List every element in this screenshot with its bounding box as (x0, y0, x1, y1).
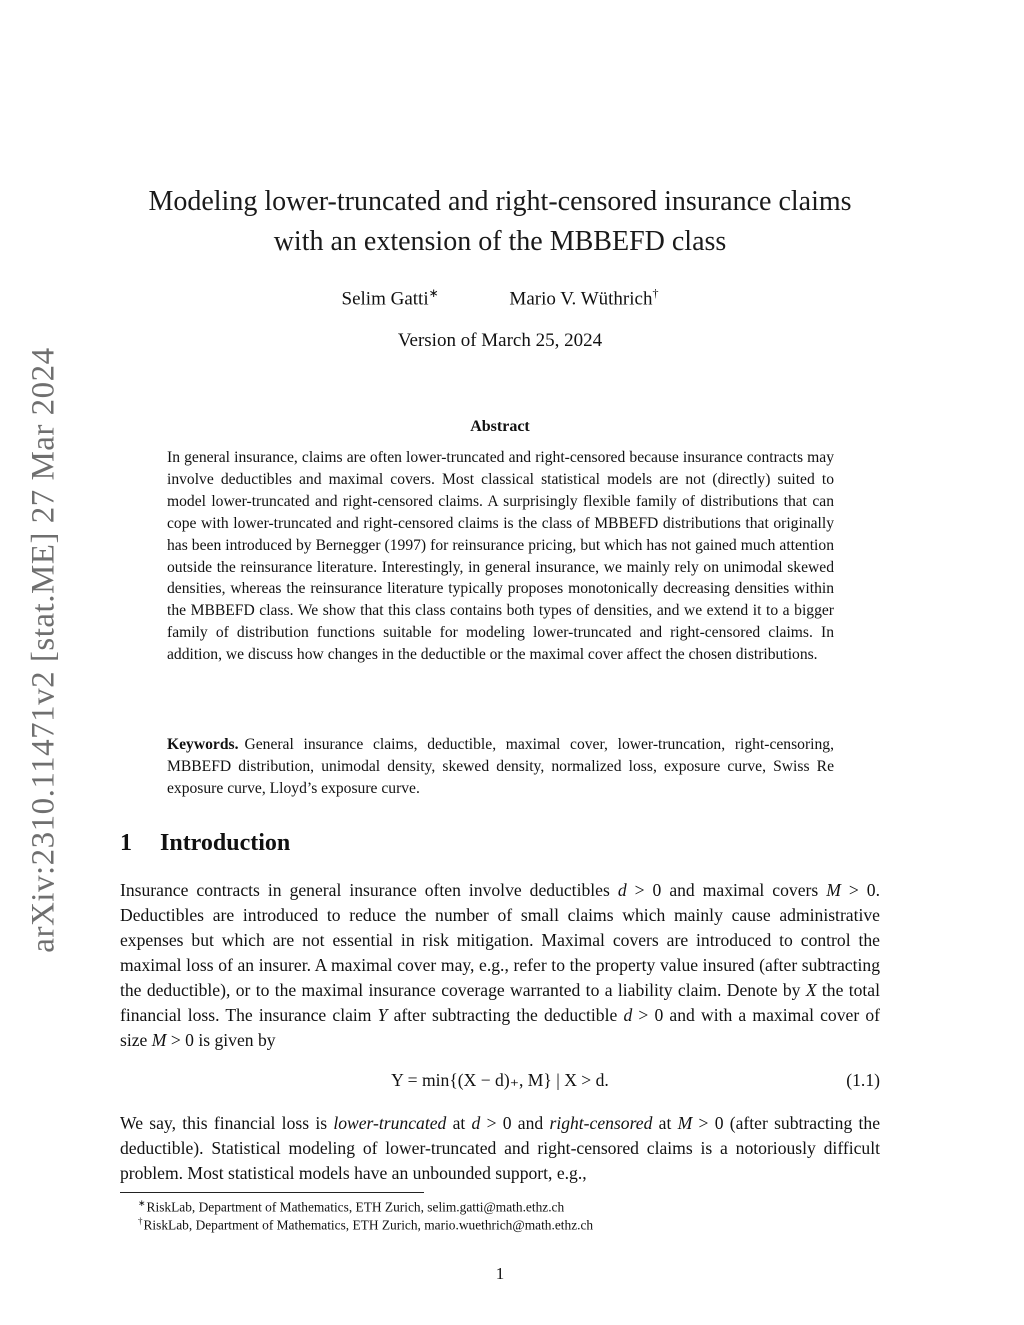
footnote-1: ∗RiskLab, Department of Mathematics, ETH Zurich, selim.gatti@math.ethz.ch (138, 1198, 565, 1215)
section-number: 1 (120, 830, 132, 856)
introduction-paragraph-2: We say, this financial loss is lower-truncated at d > 0 and right-censored at M > 0 (after subtracting the deductible). Statistical modeling of lower-truncated and right-censored claims is a notoriously difficult problem. Most statistical models have an unbounded support, e.g., (120, 1113, 880, 1183)
keywords-label: Keywords. (167, 736, 239, 753)
keywords (167, 734, 834, 800)
author-1-footnote-mark[interactable]: ∗ (428, 286, 439, 300)
version-date: Version of March 25, 2024 (397, 330, 603, 351)
arxiv-identifier[interactable]: arXiv:2310.11471v2 [stat.ME] 27 Mar 2024 (25, 347, 62, 953)
author-2-footnote-mark[interactable]: † (652, 286, 659, 300)
keywords-text: General insurance claims, deductible, maximal cover, lower-truncation, right-censoring, MBBEFD distribution, unimodal density, skewed density, normalized loss, exposure curve, Swiss Re exposure curve, Lloyd’s exposure curve. (167, 736, 834, 797)
title-line-1: Modeling lower-truncated and right-censored insurance claims (148, 186, 852, 217)
page-number: 1 (495, 1264, 505, 1283)
title-line-2: with an extension of the MBBEFD class (273, 226, 727, 257)
footnote-divider (120, 1192, 424, 1193)
paper-title (120, 182, 880, 262)
abstract-heading: Abstract (470, 418, 530, 435)
section-title: Introduction (160, 830, 291, 856)
equation-number: (1.1) (846, 1070, 880, 1090)
footnote-2: †RiskLab, Department of Mathematics, ETH Zurich, mario.wuethrich@math.ethz.ch (138, 1216, 594, 1233)
author-1: Selim Gatti∗ (341, 286, 439, 310)
section-heading (120, 830, 290, 857)
equation-1-1 (120, 1070, 880, 1091)
author-2: Mario V. Wüthrich† (509, 286, 659, 310)
author-list (120, 286, 880, 310)
equation-expression: Y = min{(X − d)₊, M} | X > d. (391, 1070, 609, 1090)
introduction-paragraph-1: Insurance contracts in general insurance often involve deductibles d > 0 and maximal covers M > 0. Deductibles are introduced to reduce the number of small claims which mainly cause administrative expenses but which are not essential in risk mitigation. Maximal covers are introduced to control the maximal loss of an insurer. A maximal cover may, e.g., refer to the property value insured (after subtracting the deductible), or to the maximal insurance coverage warranted to a liability claim. Denote by X the total financial loss. The insurance claim Y after subtracting the deductible d > 0 and with a maximal cover of size M > 0 is given by (120, 880, 881, 1050)
abstract-text: In general insurance, claims are often lower-truncated and right-censored because insurance contracts may involve deductibles and maximal covers. Most classical statistical models are not (directly) suited to model lower-truncated and right-censored claims. A surprisingly flexible family of distributions that can cope with lower-truncated and right-censored claims is the class of MBBEFD distributions that originally has been introduced by Bernegger (1997) for reinsurance pricing, but which has not gained much attention outside the reinsurance literature. Interestingly, in general insurance, we mainly rely on unimodal skewed densities, whereas the reinsurance literature typically proposes monotonically decreasing densities within the MBBEFD class. We show that this class contains both types of densities, and we extend it to a bigger family of distribution functions suitable for modeling lower-truncated and right-censored claims. In addition, we discuss how changes in the deductible or the maximal cover affect the chosen distributions. (167, 449, 834, 664)
